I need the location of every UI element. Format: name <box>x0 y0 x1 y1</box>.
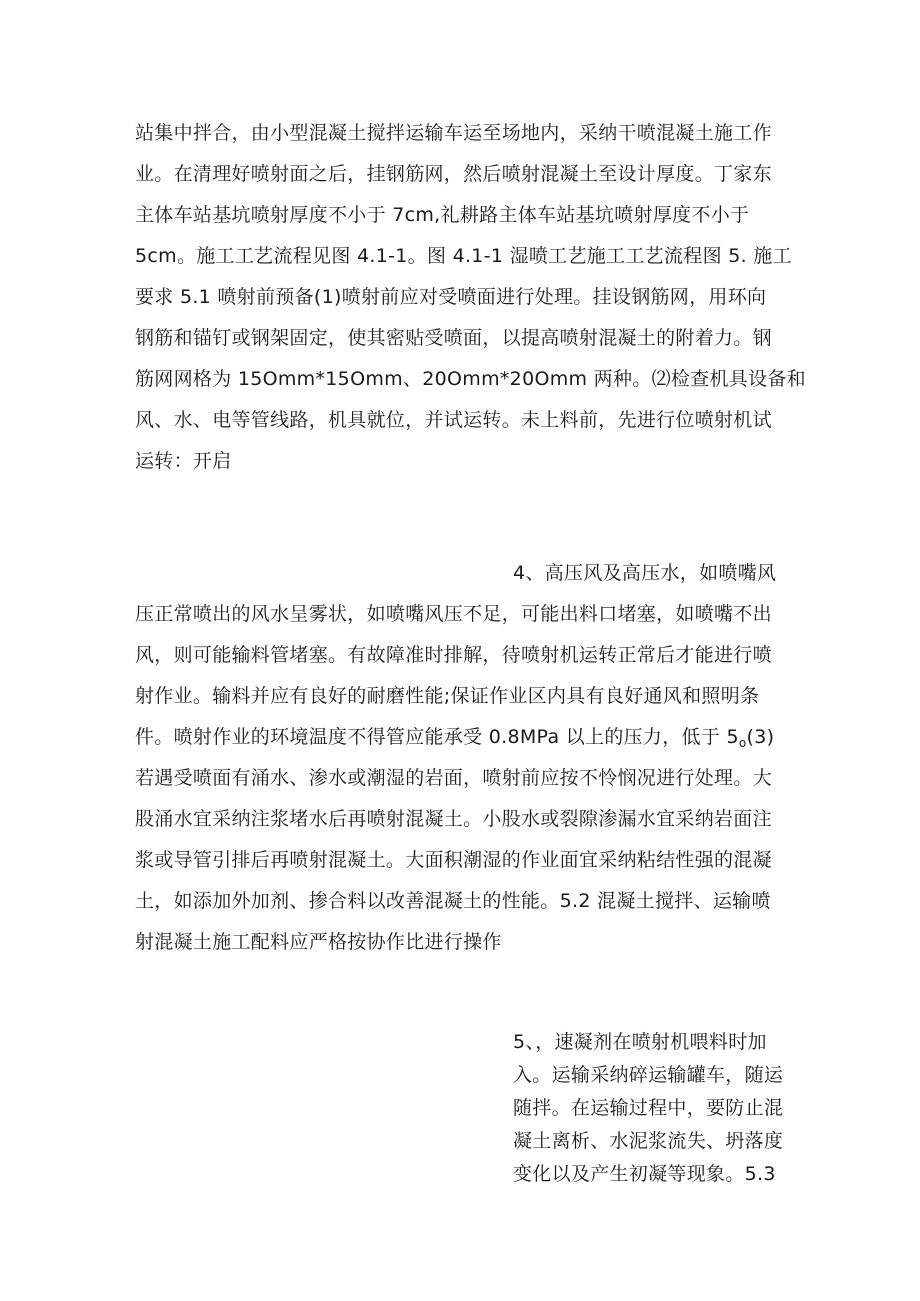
paragraph-2-line-4-text: 件。喷射作业的环境温度不得管应能承受 0.8MPa 以上的压力，低于 5 <box>135 726 739 748</box>
paragraph-1-line: 主体车站基坑喷射厚度不小于 7cm,礼耕路主体车站基坑喷射厚度不小于 <box>135 204 750 226</box>
paragraph-1-line: 要求 5.1 喷射前预备(1)喷射前应对受喷面进行处理。挂设钢筋网，用环向 <box>135 286 767 308</box>
paragraph-1-line: 业。在清理好喷射面之后，挂钢筋网，然后喷射混凝土至设计厚度。丁家东 <box>135 163 772 185</box>
paragraph-2-line: 土，如添加外加剂、掺合料以改善混凝土的性能。5.2 混凝土搅拌、运输喷 <box>135 890 771 912</box>
paragraph-2-line: 射作业。输料并应有良好的耐磨性能;保证作业区内具有良好通风和照明条 <box>135 685 760 707</box>
paragraph-1-line: 筋网网格为 15Omm*15Omm、20Omm*20Omm 两种。⑵检查机具设备和 <box>135 368 806 390</box>
paragraph-2-line-4 <box>135 717 795 758</box>
paragraph-2 <box>135 594 795 963</box>
paragraph-2-line: 压正常喷出的风水呈雾状，如喷嘴风压不足，可能出料口堵塞，如喷嘴不出 <box>135 603 772 625</box>
paragraph-1 <box>135 113 806 482</box>
paragraph-2-lead: 4、高压风及高压水，如喷嘴风 <box>513 562 777 584</box>
paragraph-2-line-4-tail: (3) <box>746 726 775 748</box>
paragraph-3-line: 5、，速凝剂在喷射机喂料时加 <box>513 1031 767 1053</box>
paragraph-2-line: 风，则可能输料管堵塞。有故障准时排解，待喷射机运转正常后才能进行喷 <box>135 644 772 666</box>
paragraph-2-line: 股涌水宜采纳注浆堵水后再喷射混凝土。小股水或裂隙渗漏水宜采纳岩面注 <box>135 808 772 830</box>
paragraph-1-line: 运转：开启 <box>135 450 232 472</box>
paragraph-2-line: 射混凝土施工配料应严格按协作比进行操作 <box>135 931 502 953</box>
paragraph-3-line: 随拌。在运输过程中，要防止混 <box>513 1097 784 1119</box>
paragraph-1-line: 站集中拌合，由小型混凝土搅拌运输车运至场地内，采纳干喷混凝土施工作 <box>135 122 772 144</box>
paragraph-2-subscript: o <box>738 736 747 750</box>
paragraph-3-line: 凝土离析、水泥浆流失、坍落度 <box>513 1130 784 1152</box>
paragraph-3-line: 变化以及产生初凝等现象。5.3 <box>513 1163 776 1185</box>
paragraph-1-line: 钢筋和锚钉或钢架固定，使其密贴受喷面，以提高喷射混凝土的附着力。钢 <box>135 327 772 349</box>
paragraph-2-line: 若遇受喷面有涌水、渗水或潮湿的岩面，喷射前应按不怜悯况进行处理。大 <box>135 767 772 789</box>
paragraph-1-line: 5cm。施工工艺流程见图 4.1-1。图 4.1-1 湿喷工艺施工工艺流程图 5. 施工 <box>135 245 792 267</box>
paragraph-1-line: 风、水、电等管线路，机具就位，并试运转。未上料前，先进行位喷射机试 <box>135 409 772 431</box>
paragraph-2-line: 浆或导管引排后再喷射混凝土。大面积潮湿的作业面宜采纳粘结性强的混凝 <box>135 849 772 871</box>
paragraph-3-line: 入。运输采纳碎运输罐车，随运 <box>513 1064 784 1086</box>
paragraph-3 <box>513 1026 795 1191</box>
